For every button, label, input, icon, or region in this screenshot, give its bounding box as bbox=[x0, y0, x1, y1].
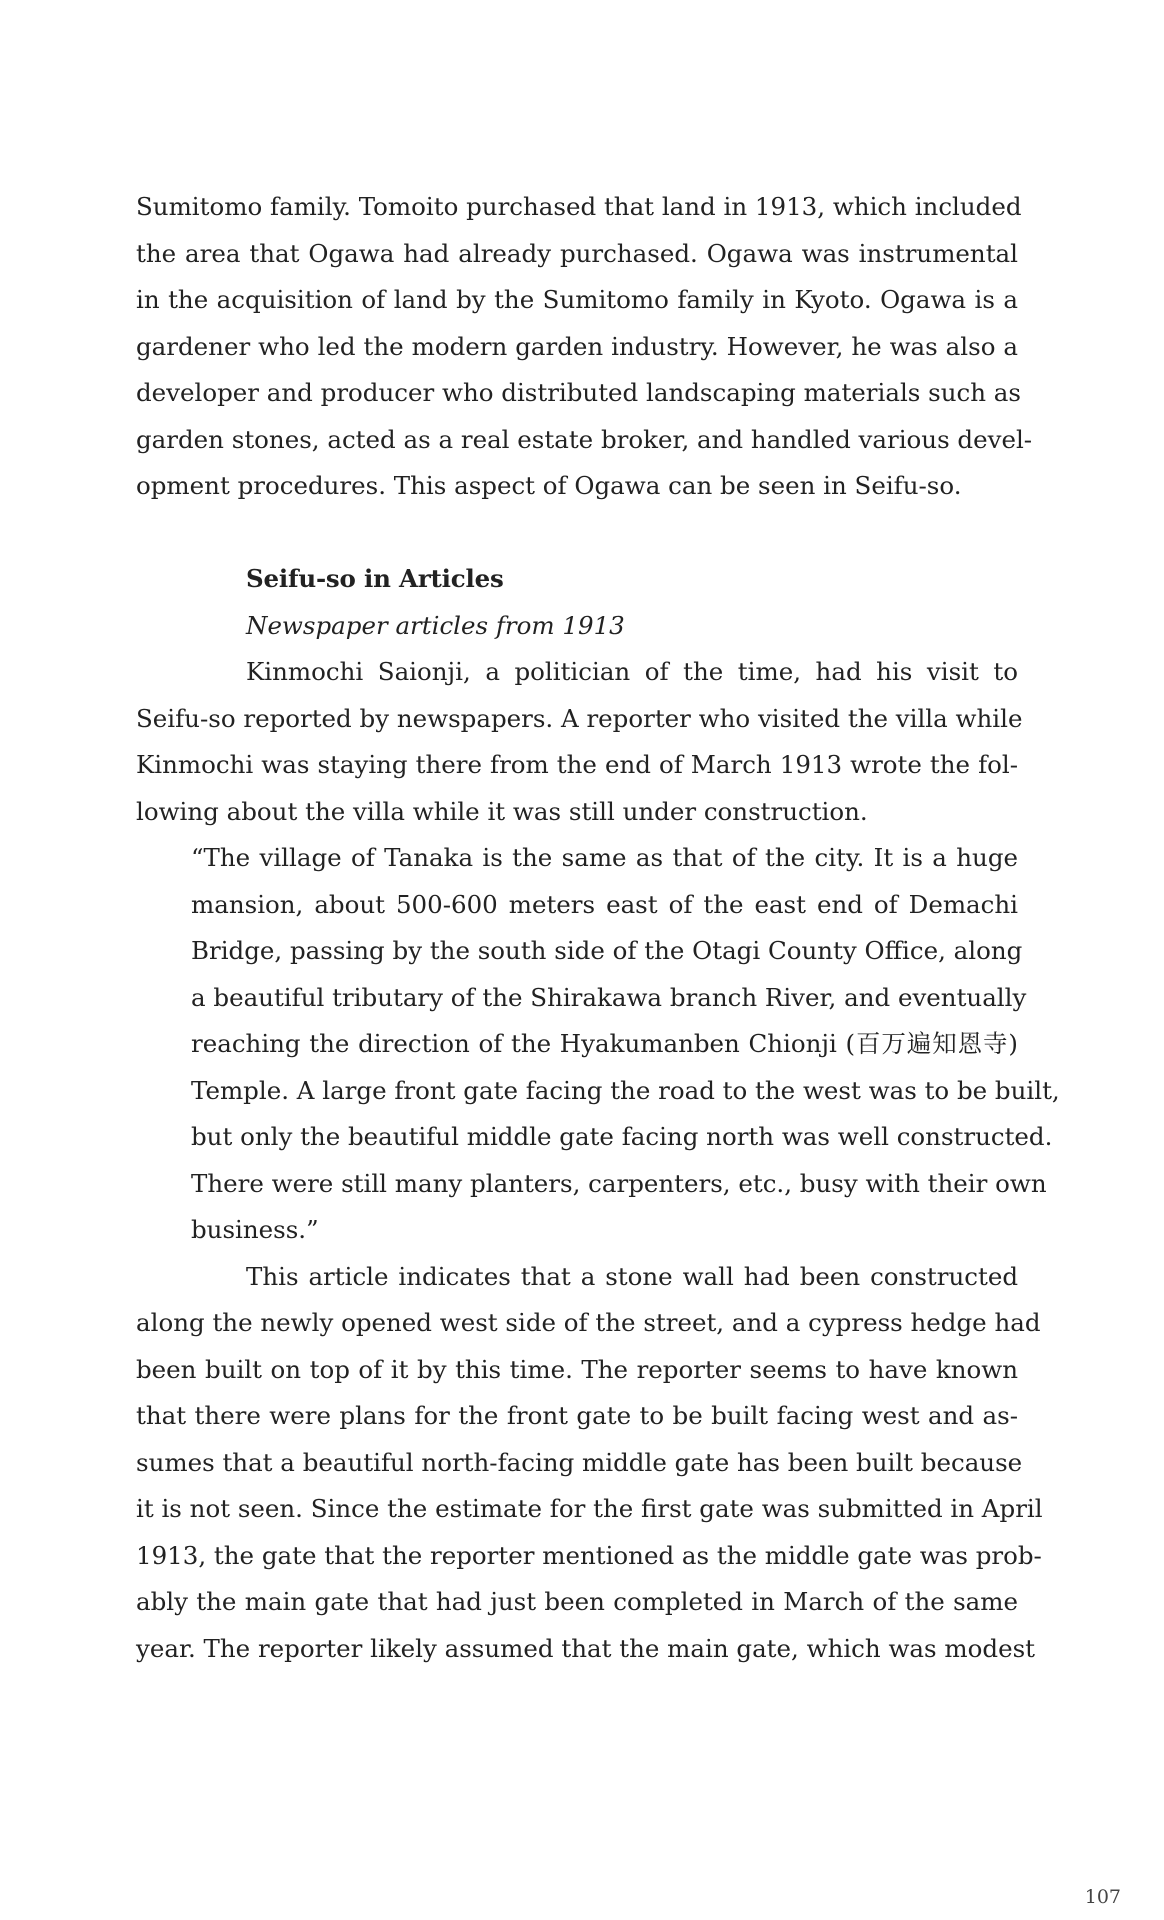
text-line: it is not seen. Since the estimate for the first gate was submitted in April bbox=[136, 1494, 1043, 1523]
text-line: garden stones, acted as a real estate broker, and handled various devel- bbox=[136, 424, 1033, 454]
text-line: This article indicates that a stone wall had been constructed bbox=[246, 1261, 1018, 1291]
text-line: in the acquisition of land by the Sumitomo family in Kyoto. Ogawa is a bbox=[136, 285, 1018, 314]
spacer bbox=[136, 510, 1018, 557]
text-line: Kinmochi Saionji, a politician of the time, had his visit to bbox=[246, 657, 1018, 686]
quote-line: reaching the direction of the Hyakumanben Chionji (百万遍知恩寺) bbox=[191, 1029, 1018, 1058]
text-line: been built on top of it by this time. The reporter seems to have known bbox=[136, 1354, 1018, 1384]
paragraph-saionji bbox=[136, 649, 1023, 835]
text-line: ably the main gate that had just been completed in March of the same bbox=[136, 1587, 1018, 1616]
text-line: sumes that a beautiful north-facing middle gate has been built because bbox=[136, 1447, 1023, 1477]
quote-line: “The village of Tanaka is the same as that of the city. It is a huge bbox=[191, 843, 1018, 872]
text-line: lowing about the villa while it was still under construction. bbox=[136, 796, 868, 826]
page-number: 107 bbox=[1084, 1886, 1121, 1908]
text-line: year. The reporter likely assumed that the main gate, which was modest bbox=[136, 1633, 1035, 1663]
section-heading: Seifu-so in Articles bbox=[246, 564, 504, 593]
quote-line: Bridge, passing by the south side of the Otagi County Office, along bbox=[191, 936, 1023, 965]
subsection-heading: Newspaper articles from 1913 bbox=[246, 610, 625, 640]
text-line: the area that Ogawa had already purchased. Ogawa was instrumental bbox=[136, 238, 1018, 268]
quote-line: a beautiful tributary of the Shirakawa branch River, and eventually bbox=[191, 982, 1027, 1012]
quote-line: but only the beautiful middle gate facing north was well constructed. bbox=[191, 1122, 1053, 1151]
text-line: gardener who led the modern garden industry. However, he was also a bbox=[136, 331, 1018, 361]
text-line: Sumitomo family. Tomoito purchased that land in 1913, which included bbox=[136, 192, 1022, 221]
quote-line: mansion, about 500-600 meters east of the east end of Demachi bbox=[191, 889, 1018, 919]
paragraph-analysis bbox=[136, 1254, 1043, 1673]
page-body bbox=[136, 184, 1060, 1672]
quote-line: Temple. A large front gate facing the road to the west was to be built, bbox=[191, 1075, 1060, 1105]
text-line: Seifu-so reported by newspapers. A reporter who visited the villa while bbox=[136, 703, 1023, 733]
text-line: Kinmochi was staying there from the end of March 1913 wrote the fol- bbox=[136, 750, 1018, 779]
paragraph-ogawa bbox=[136, 184, 1033, 510]
text-line: that there were plans for the front gate to be built facing west and as- bbox=[136, 1401, 1018, 1430]
quote-line: business.” bbox=[191, 1215, 319, 1244]
block-quote bbox=[136, 835, 1060, 1254]
quote-line: There were still many planters, carpenters, etc., busy with their own bbox=[191, 1168, 1047, 1198]
text-line: 1913, the gate that the reporter mentioned as the middle gate was prob- bbox=[136, 1540, 1042, 1570]
text-line: opment procedures. This aspect of Ogawa can be seen in Seifu-so. bbox=[136, 471, 962, 500]
text-line: along the newly opened west side of the street, and a cypress hedge had bbox=[136, 1308, 1041, 1337]
text-line: developer and producer who distributed landscaping materials such as bbox=[136, 378, 1021, 407]
